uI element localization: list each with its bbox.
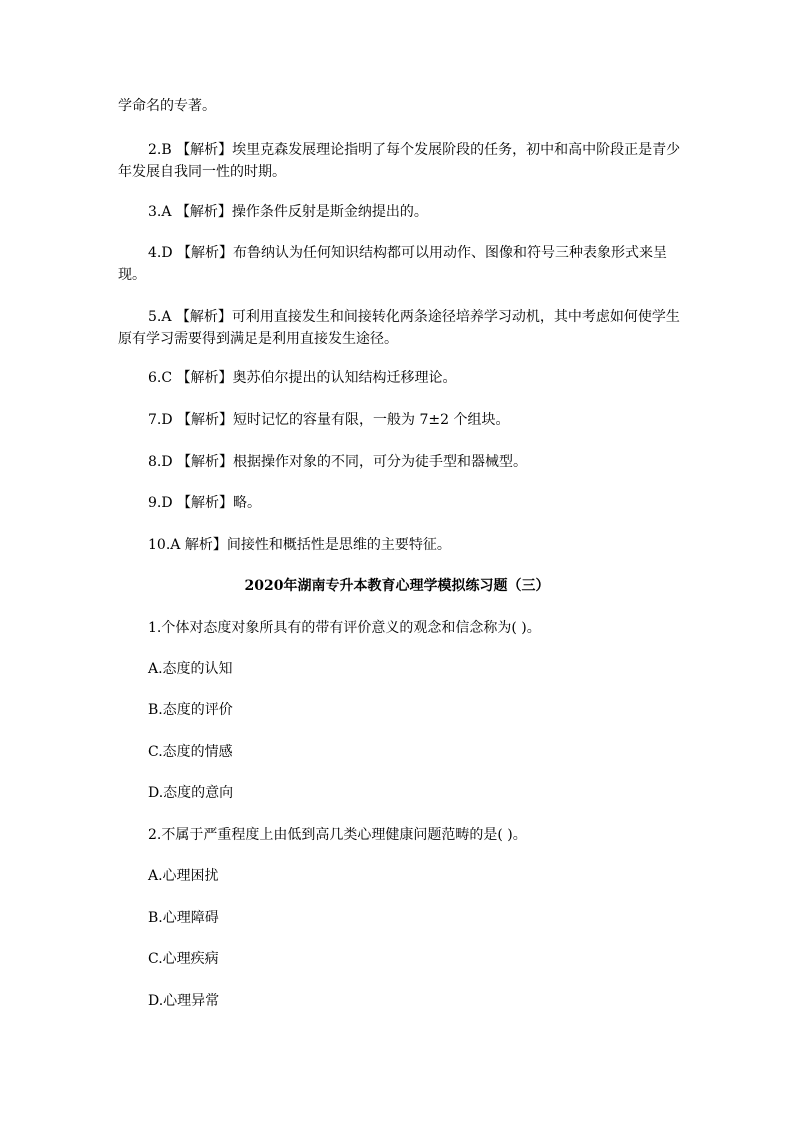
answer-3: 3.A 【解析】操作条件反射是斯金纳提出的。 xyxy=(148,204,428,220)
question-2-option-d: D.心理异常 xyxy=(148,993,220,1009)
answer-6: 6.C 【解析】奥苏伯尔提出的认知结构迁移理论。 xyxy=(148,370,457,386)
section-title: 2020年湖南专升本教育心理学模拟练习题（三） xyxy=(244,578,550,594)
answer-continuation: 学命名的专著。 xyxy=(118,98,216,114)
question-1-stem: 1.个体对态度对象所具有的带有评价意义的观念和信念称为( )。 xyxy=(148,620,541,636)
answer-7: 7.D 【解析】短时记忆的容量有限，一般为 7±2 个组块。 xyxy=(148,412,510,428)
question-1-option-d: D.态度的意向 xyxy=(148,785,234,801)
answer-9: 9.D 【解析】略。 xyxy=(148,495,262,511)
question-1-option-b: B.态度的评价 xyxy=(148,702,233,718)
question-2-option-c: C.心理疾病 xyxy=(148,951,219,967)
question-1-option-a: A.态度的认知 xyxy=(148,661,233,677)
question-2-option-b: B.心理障碍 xyxy=(148,910,219,926)
answer-10: 10.A 解析】间接性和概括性是思维的主要特征。 xyxy=(148,537,451,553)
question-2-stem: 2.不属于严重程度上由低到高几类心理健康问题范畴的是( )。 xyxy=(148,827,527,843)
answer-8: 8.D 【解析】根据操作对象的不同，可分为徒手型和器械型。 xyxy=(148,454,528,470)
answer-4: 4.D 【解析】布鲁纳认为任何知识结构都可以用动作、图像和符号三种表象形式来呈现。 xyxy=(118,245,668,283)
question-2-option-a: A.心理困扰 xyxy=(148,868,219,884)
answer-2: 2.B 【解析】埃里克森发展理论指明了每个发展阶段的任务，初中和高中阶段正是青少年发展自我同一性的时期。 xyxy=(118,142,681,180)
question-1-option-c: C.态度的情感 xyxy=(148,744,233,760)
answer-5: 5.A 【解析】可利用直接发生和间接转化两条途径培养学习动机，其中考虑如何使学生原有学习需要得到满足是利用直接发生途径。 xyxy=(118,309,680,347)
